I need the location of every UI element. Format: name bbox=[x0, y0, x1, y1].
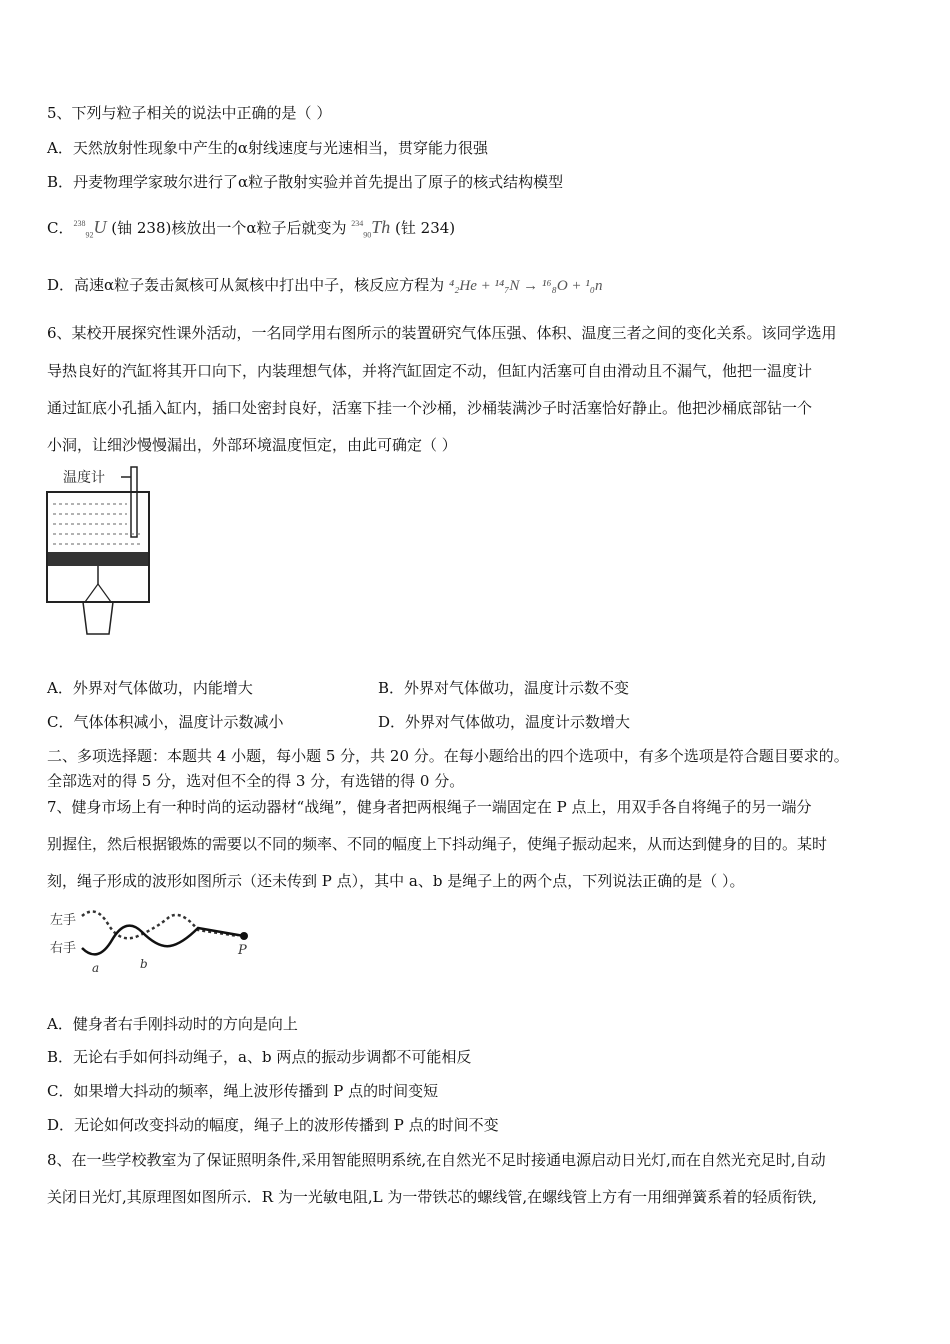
q7-option-b: B．无论右手如何抖动绳子，a、b 两点的振动步调都不可能相反 bbox=[47, 1048, 472, 1066]
q6-line-4: 小洞，让细沙慢慢漏出，外部环境温度恒定，由此可确定（ ） bbox=[47, 436, 457, 454]
section2-line-1: 二、多项选择题：本题共 4 小题，每小题 5 分，共 20 分。在每小题给出的四个选项中，有多个选项是符合题目要求的。 bbox=[47, 747, 849, 765]
thermometer-label: 温度计 bbox=[63, 470, 105, 486]
rope-wave-diagram bbox=[48, 902, 268, 982]
point-a-label: a bbox=[92, 961, 100, 975]
q7-option-c: C．如果增大抖动的频率，绳上波形传播到 P 点的时间变短 bbox=[47, 1082, 439, 1100]
q5-c-prefix: C． bbox=[47, 219, 74, 237]
q5-c-mid: (铀 238)核放出一个α粒子后就变为 bbox=[106, 219, 352, 237]
point-p-label: P bbox=[238, 943, 247, 958]
piston bbox=[48, 552, 148, 566]
q8-line-2: 关闭日光灯,其原理图如图所示．R 为一光敏电阻,L 为一带铁芯的螺线管,在螺线管上方有一用细弹簧系着的轻质衔铁, bbox=[47, 1188, 817, 1206]
left-hand-label: 左手 bbox=[50, 913, 77, 928]
q5-option-b: B．丹麦物理学家玻尔进行了α粒子散射实验并首先提出了原子的核式结构模型 bbox=[47, 173, 564, 191]
q5-c-suffix: (钍 234) bbox=[390, 219, 456, 237]
q6-option-b: B．外界对气体做功，温度计示数不变 bbox=[378, 679, 630, 697]
q8-line-1: 8、在一些学校教室为了保证照明条件,采用智能照明系统,在自然光不足时接通电源启动日光灯,而在自然光充足时,自动 bbox=[47, 1151, 826, 1169]
q7-line-2: 别握住，然后根据锻炼的需要以不同的频率、不同的幅度上下抖动绳子，使绳子振动起来，从而达到健身的目的。某时 bbox=[47, 835, 828, 853]
q7-option-d: D．无论如何改变抖动的幅度，绳子上的波形传播到 P 点的时间不变 bbox=[47, 1116, 499, 1134]
q6-option-d: D．外界对气体做功，温度计示数增大 bbox=[378, 713, 631, 731]
cylinder-diagram bbox=[45, 462, 165, 642]
uranium-nuclide: $^{238}_{92}$U bbox=[73, 217, 107, 240]
right-rope-wave bbox=[82, 926, 244, 955]
nuclear-equation: ⁴₂He + ¹⁴₇N → ¹⁶₈O + ¹₀n bbox=[448, 278, 603, 294]
q7-line-1: 7、健身市场上有一种时尚的运动器材“战绳”，健身者把两根绳子一端固定在 P 点上，用双手各自将绳子的另一端分 bbox=[47, 798, 812, 816]
q6-option-a: A．外界对气体做功，内能增大 bbox=[47, 679, 253, 697]
point-p bbox=[240, 932, 248, 940]
thorium-nuclide: $^{234}_{90}$Th bbox=[351, 217, 391, 240]
q5-stem: 5、下列与粒子相关的说法中正确的是（ ） bbox=[47, 104, 332, 122]
section2-line-2: 全部选对的得 5 分，选对但不全的得 3 分，有选错的得 0 分。 bbox=[47, 772, 465, 790]
thermometer-icon bbox=[131, 467, 137, 537]
q7-line-3: 刻，绳子形成的波形如图所示（还未传到 P 点），其中 a、b 是绳子上的两个点，下列说法正确的是（ ）。 bbox=[47, 872, 745, 890]
q6-option-c: C．气体体积减小，温度计示数减小 bbox=[47, 713, 284, 731]
sand-bucket bbox=[83, 602, 113, 634]
cylinder-figure bbox=[45, 462, 165, 642]
q5-option-d bbox=[47, 275, 603, 296]
q5-d-text: D．高速α粒子轰击氮核可从氮核中打出中子，核反应方程为 bbox=[47, 276, 445, 294]
q6-line-2: 导热良好的汽缸将其开口向下，内装理想气体，并将汽缸固定不动，但缸内活塞可自由滑动且不漏气，他把一温度计 bbox=[47, 362, 813, 380]
rope-wave-figure bbox=[48, 902, 268, 982]
q7-option-a: A．健身者右手刚抖动时的方向是向上 bbox=[47, 1015, 298, 1033]
q5-option-c bbox=[47, 214, 455, 246]
q6-line-3: 通过缸底小孔插入缸内，插口处密封良好，活塞下挂一个沙桶，沙桶装满沙子时活塞恰好静止。他把沙桶底部钻一个 bbox=[47, 399, 813, 417]
q6-line-1: 6、某校开展探究性课外活动，一名同学用右图所示的装置研究气体压强、体积、温度三者之间的变化关系。该同学选用 bbox=[47, 324, 837, 342]
q5-option-a: A．天然放射性现象中产生的α射线速度与光速相当，贯穿能力很强 bbox=[47, 139, 488, 157]
point-b-label: b bbox=[140, 957, 148, 971]
right-hand-label: 右手 bbox=[50, 941, 77, 956]
left-rope-wave bbox=[82, 912, 238, 939]
